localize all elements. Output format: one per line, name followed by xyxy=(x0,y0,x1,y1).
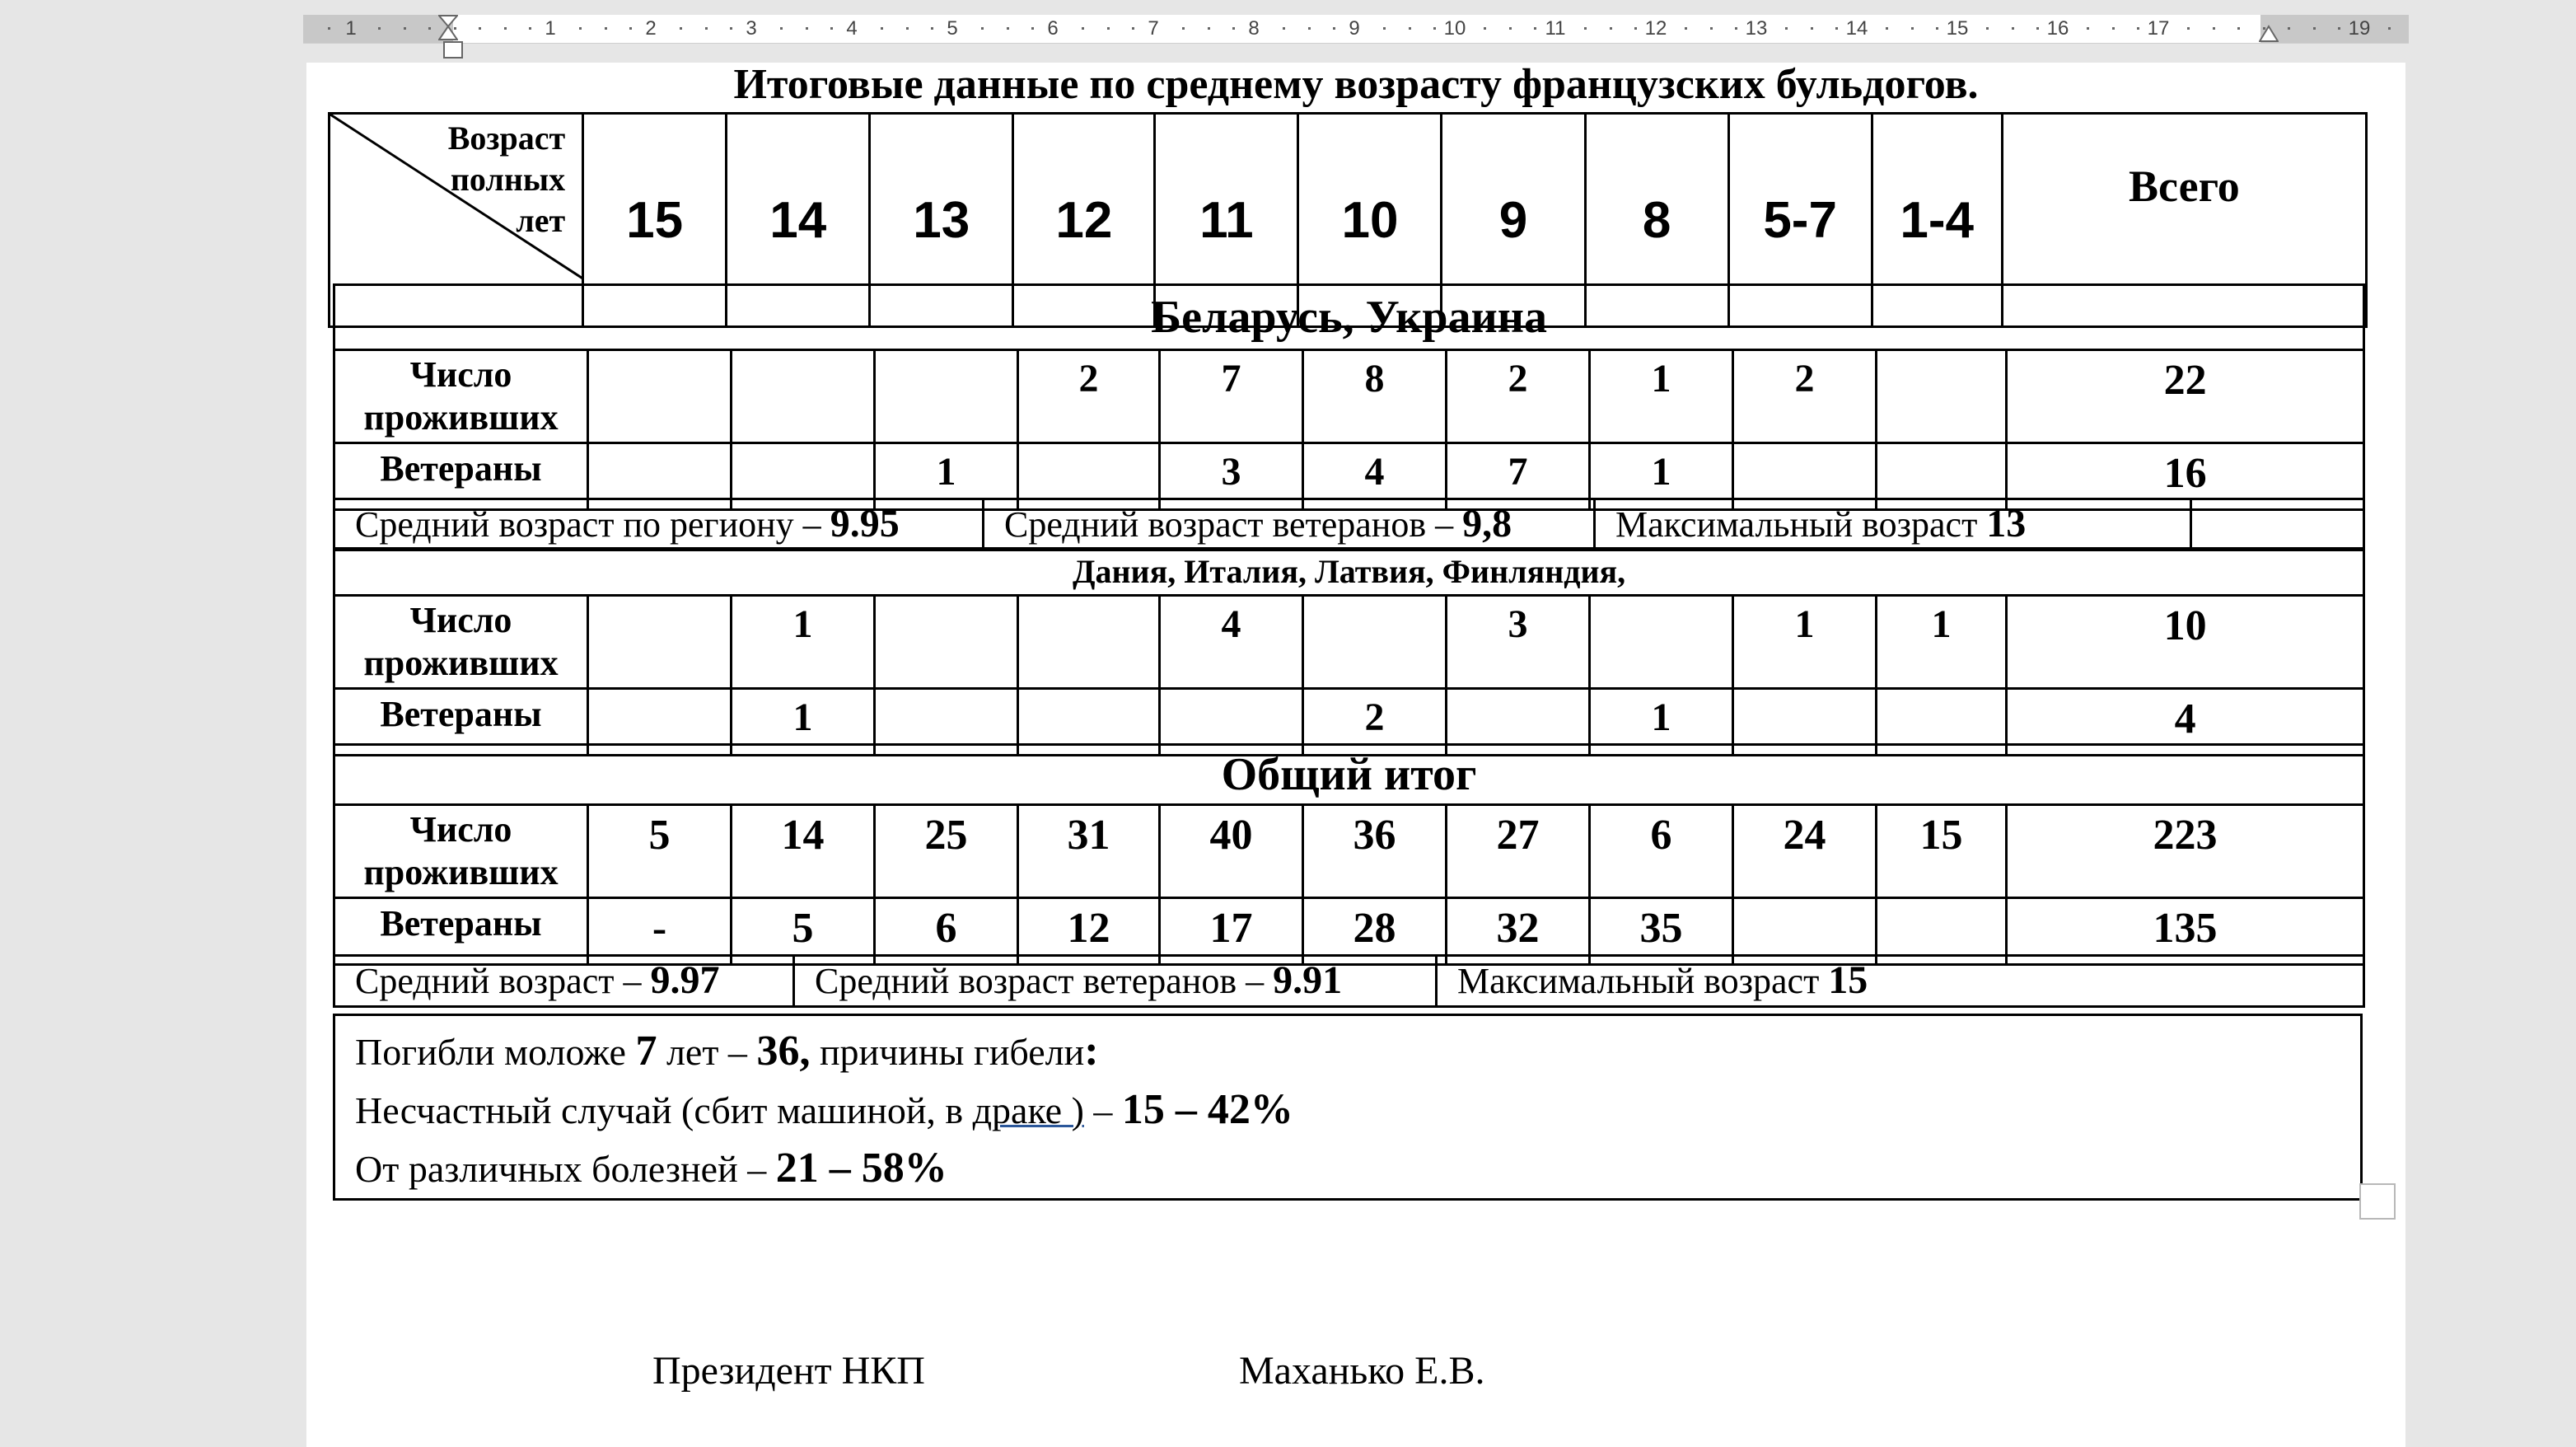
summary-title: Общий итог xyxy=(334,745,2364,805)
value-cell: 1 xyxy=(732,689,875,756)
table-row xyxy=(334,805,2364,898)
ruler-tick-label: 1 xyxy=(345,17,357,40)
notes-table xyxy=(333,1014,2363,1201)
age-col-9: 9 xyxy=(1442,114,1585,327)
ruler-tick-label: 7 xyxy=(1148,17,1159,40)
ruler-dot xyxy=(806,27,808,30)
region1-avg-veteran-age: Средний возраст ветеранов – 9,8 xyxy=(984,499,1595,550)
age-col-5-7: 5-7 xyxy=(1728,114,1872,327)
ruler-dot xyxy=(2087,27,2089,30)
ruler-dot xyxy=(328,27,330,30)
total-cell: 4 xyxy=(2007,689,2364,756)
ruler-dot xyxy=(404,27,406,30)
ruler-dot xyxy=(2213,27,2215,30)
summary-stats-table xyxy=(333,954,2365,1008)
row-label-line: Ветераны xyxy=(380,448,542,489)
ruler-dot xyxy=(1811,27,1813,30)
ruler-dot xyxy=(2036,27,2039,30)
region1-table xyxy=(333,283,2365,511)
region1-max-age: Максимальный возраст 13 xyxy=(1595,499,2191,550)
ruler-dot xyxy=(2137,27,2139,30)
ruler-dot xyxy=(830,27,833,30)
ruler-dot xyxy=(378,27,381,30)
row-label xyxy=(334,596,588,689)
ruler-dot xyxy=(1208,27,1210,30)
value-cell: 1 xyxy=(1590,443,1733,510)
region1-stats-table xyxy=(333,498,2365,551)
ruler-dot xyxy=(1986,27,1989,30)
deaths-under-7-line: Погибли моложе 7 лет – 36, причины гибели: xyxy=(355,1028,1099,1075)
ruler-dot xyxy=(1031,27,1034,30)
value-cell: 1 xyxy=(875,443,1018,510)
ruler-dot xyxy=(1835,27,1838,30)
ruler-dot xyxy=(1007,27,1009,30)
ruler-tick-label: 2 xyxy=(645,17,657,40)
ruler-tick-label: 13 xyxy=(1745,17,1768,40)
value-cell: 7 xyxy=(1160,350,1303,443)
value-cell: 1 xyxy=(1733,596,1877,689)
first-line-indent-marker[interactable] xyxy=(438,15,458,43)
ruler-dot xyxy=(1308,27,1311,30)
ruler-dot xyxy=(1107,27,1110,30)
row-label-line: Ветераны xyxy=(380,694,542,734)
ruler-dot xyxy=(680,27,682,30)
ruler-dot xyxy=(2012,27,2014,30)
ruler-dot xyxy=(2237,27,2240,30)
row-label-line: Число xyxy=(409,600,512,640)
row-label-line: проживших xyxy=(363,397,559,438)
ruler-dot xyxy=(504,27,507,30)
ruler-tick-label: 1 xyxy=(545,17,556,40)
ruler-dot xyxy=(1584,27,1587,30)
ruler-dot xyxy=(2338,27,2340,30)
total-cell: 10 xyxy=(2007,596,2364,689)
summary-max-age: Максимальный возраст 15 xyxy=(1437,956,2364,1007)
value-cell: - xyxy=(588,898,732,965)
ruler-dot xyxy=(2112,27,2115,30)
ruler-tick-label: 17 xyxy=(2147,17,2170,40)
disease-line: От различных болезней – 21 – 58% xyxy=(355,1145,947,1192)
table-row xyxy=(334,350,2364,443)
age-col-8: 8 xyxy=(1585,114,1728,327)
ruler-tick-label: 10 xyxy=(1443,17,1466,40)
value-cell xyxy=(1877,350,2007,443)
row-label-line: проживших xyxy=(363,643,559,683)
ruler-dot xyxy=(1232,27,1235,30)
row-label xyxy=(334,805,588,898)
value-cell xyxy=(1590,596,1733,689)
ruler-tick-label: 12 xyxy=(1644,17,1667,40)
value-cell: 4 xyxy=(1160,596,1303,689)
value-cell: 5 xyxy=(588,805,732,898)
ruler-tick-label: 9 xyxy=(1349,17,1360,40)
row-label-line: Число xyxy=(409,809,512,850)
ruler-dot xyxy=(906,27,909,30)
document-page[interactable] xyxy=(306,63,2405,1447)
ruler-dot xyxy=(2313,27,2316,30)
summary-avg-age: Средний возраст – 9.97 xyxy=(334,956,794,1007)
ruler-dot xyxy=(629,27,632,30)
value-cell: 32 xyxy=(1447,898,1590,965)
age-col-15: 15 xyxy=(583,114,727,327)
age-col-14: 14 xyxy=(727,114,870,327)
total-cell: 16 xyxy=(2007,443,2364,510)
value-cell: 6 xyxy=(875,898,1018,965)
value-cell: 3 xyxy=(1160,443,1303,510)
age-col-1-4: 1-4 xyxy=(1872,114,2002,327)
value-cell: 35 xyxy=(1590,898,1733,965)
ruler-dot xyxy=(479,27,481,30)
value-cell: 1 xyxy=(732,596,875,689)
ruler-dot xyxy=(1433,27,1436,30)
total-cell: 22 xyxy=(2007,350,2364,443)
age-col-12: 12 xyxy=(1013,114,1155,327)
row-label-line: проживших xyxy=(363,852,559,892)
ruler-tick-label: 16 xyxy=(2046,17,2069,40)
value-cell: 14 xyxy=(732,805,875,898)
ruler-dot xyxy=(428,27,431,30)
value-cell xyxy=(1018,596,1160,689)
ruler-dot xyxy=(705,27,708,30)
ruler-dot xyxy=(1484,27,1486,30)
ruler-dot xyxy=(1534,27,1536,30)
ruler-dot xyxy=(1610,27,1612,30)
summary-table xyxy=(333,743,2365,966)
value-cell xyxy=(732,350,875,443)
ruler-dot xyxy=(1333,27,1335,30)
ruler-dot xyxy=(2388,27,2391,30)
ruler-dot xyxy=(1911,27,1914,30)
ruler-tick-label: 5 xyxy=(947,17,958,40)
value-cell: 12 xyxy=(1018,898,1160,965)
value-cell: 27 xyxy=(1447,805,1590,898)
ruler-dot xyxy=(780,27,783,30)
value-cell: 1 xyxy=(1590,350,1733,443)
ruler-dot xyxy=(605,27,607,30)
ruler-tick-label: 4 xyxy=(846,17,858,40)
ruler-dot xyxy=(579,27,582,30)
value-cell xyxy=(588,596,732,689)
ruler-dot xyxy=(1409,27,1411,30)
ruler-dot xyxy=(881,27,883,30)
ruler-dot xyxy=(1710,27,1713,30)
region1-stats-empty-cell xyxy=(2191,499,2364,550)
ruler-dot xyxy=(931,27,933,30)
value-cell: 2 xyxy=(1018,350,1160,443)
region2-title: Дания, Италия, Латвия, Финляндия, xyxy=(334,549,2364,596)
value-cell: 7 xyxy=(1447,443,1590,510)
value-cell: 40 xyxy=(1160,805,1303,898)
ruler-dot xyxy=(1685,27,1687,30)
table-resize-handle[interactable] xyxy=(2359,1183,2396,1220)
ruler-dot xyxy=(1082,27,1084,30)
total-cell: 135 xyxy=(2007,898,2364,965)
age-col-13: 13 xyxy=(870,114,1013,327)
ruler-dot xyxy=(730,27,732,30)
table-row xyxy=(334,596,2364,689)
document-title: Итоговые данные по среднему возрасту французских бульдогов. xyxy=(733,61,1979,108)
value-cell: 24 xyxy=(1733,805,1877,898)
total-cell: 223 xyxy=(2007,805,2364,898)
ruler-dot xyxy=(1634,27,1637,30)
age-header-label: Возраст полных лет xyxy=(447,119,566,239)
value-cell xyxy=(588,350,732,443)
notes-cell xyxy=(334,1015,2362,1200)
signature-name: Маханько Е.В. xyxy=(1239,1349,1485,1393)
value-cell: 2 xyxy=(1733,350,1877,443)
row-label-line: Число xyxy=(409,354,512,395)
value-cell: 15 xyxy=(1877,805,2007,898)
region1-title: Беларусь, Украина xyxy=(334,285,2364,350)
value-cell: 1 xyxy=(1877,596,2007,689)
summary-avg-veteran-age: Средний возраст ветеранов – 9.91 xyxy=(794,956,1437,1007)
value-cell: 3 xyxy=(1447,596,1590,689)
ruler-dot xyxy=(1735,27,1737,30)
value-cell xyxy=(875,350,1018,443)
fight-link[interactable]: драке ) xyxy=(972,1089,1084,1131)
ruler-dot xyxy=(1182,27,1185,30)
value-cell xyxy=(875,596,1018,689)
value-cell: 4 xyxy=(1303,443,1447,510)
value-cell: 28 xyxy=(1303,898,1447,965)
value-cell: 25 xyxy=(875,805,1018,898)
signature-position: Президент НКП xyxy=(652,1349,925,1393)
value-cell: 2 xyxy=(1447,350,1590,443)
value-cell: 1 xyxy=(1590,689,1733,756)
total-col-header: Всего xyxy=(2002,114,2366,327)
ruler-dot xyxy=(981,27,984,30)
ruler-tick-label: 8 xyxy=(1248,17,1260,40)
ruler-dot xyxy=(529,27,531,30)
value-cell: 31 xyxy=(1018,805,1160,898)
ruler-tick-label: 3 xyxy=(746,17,757,40)
ruler-tick-label: 11 xyxy=(1545,17,1566,40)
ruler-dot xyxy=(1936,27,1938,30)
ruler-dot xyxy=(2288,27,2290,30)
value-cell: 2 xyxy=(1303,689,1447,756)
ruler-dot xyxy=(2187,27,2190,30)
accident-line: Несчастный случай (сбит машиной, в драке ) – 15 – 42% xyxy=(355,1086,1293,1133)
ruler-dot xyxy=(1283,27,1285,30)
region1-avg-age: Средний возраст по региону – 9.95 xyxy=(334,499,984,550)
ruler-tick-label: 19 xyxy=(2348,17,2371,40)
ruler-tick-label: 6 xyxy=(1047,17,1059,40)
ruler-dot xyxy=(1886,27,1888,30)
value-cell: 6 xyxy=(1590,805,1733,898)
ruler-dot xyxy=(1132,27,1134,30)
value-cell xyxy=(1303,596,1447,689)
value-cell: 36 xyxy=(1303,805,1447,898)
value-cell: 8 xyxy=(1303,350,1447,443)
row-label-line: Ветераны xyxy=(380,903,542,944)
ruler-tick-label: 14 xyxy=(1845,17,1868,40)
age-col-10: 10 xyxy=(1298,114,1442,327)
ruler-dot xyxy=(1509,27,1512,30)
ruler-tick-label: 15 xyxy=(1946,17,1969,40)
right-indent-marker[interactable] xyxy=(2259,15,2279,43)
row-label xyxy=(334,350,588,443)
age-col-11: 11 xyxy=(1155,114,1298,327)
region2-table xyxy=(333,547,2365,756)
ruler-dot xyxy=(1785,27,1788,30)
value-cell: 17 xyxy=(1160,898,1303,965)
value-cell: 5 xyxy=(732,898,875,965)
left-indent-marker[interactable] xyxy=(443,41,463,59)
horizontal-ruler[interactable] xyxy=(303,15,2409,44)
ruler-dot xyxy=(1383,27,1386,30)
